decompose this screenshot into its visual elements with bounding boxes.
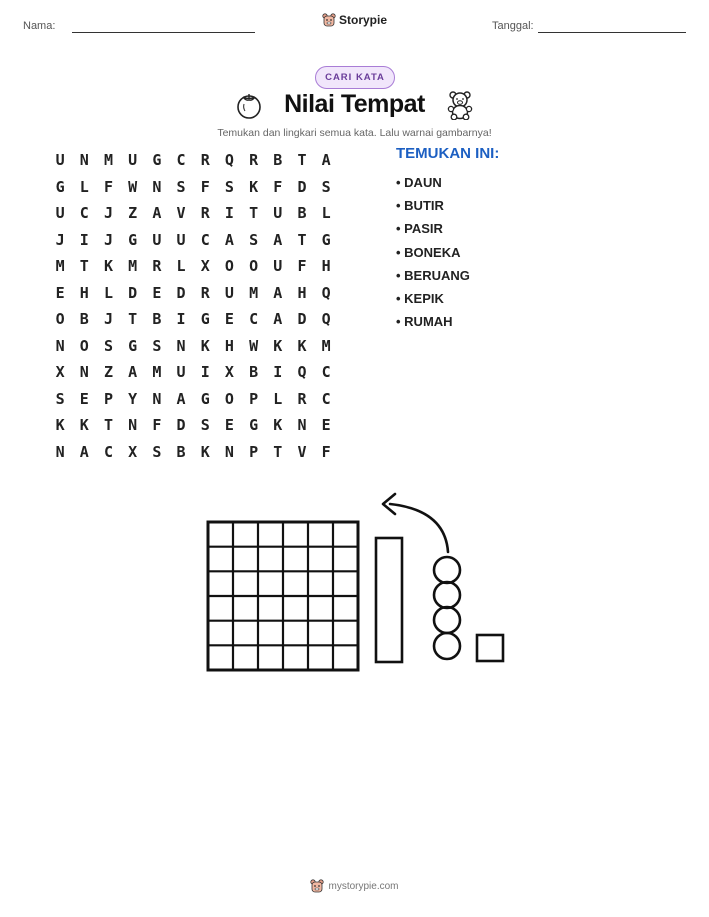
tens-rod — [376, 538, 402, 662]
grid-cell[interactable]: Q — [321, 283, 331, 302]
grid-cell[interactable]: I — [176, 310, 186, 329]
category-badge: CARI KATA — [315, 66, 395, 89]
grid-row — [48, 174, 338, 201]
teddy-bear-icon — [446, 90, 474, 120]
grid-row — [48, 227, 338, 254]
grid-cell[interactable]: R — [249, 151, 259, 170]
grid-cell[interactable]: K — [79, 416, 89, 435]
grid-cell[interactable]: W — [128, 177, 138, 196]
grid-cell[interactable]: U — [224, 283, 234, 302]
grid-cell[interactable]: F — [103, 177, 113, 196]
grid-cell[interactable]: C — [176, 151, 186, 170]
grid-cell[interactable]: K — [297, 336, 307, 355]
grid-cell[interactable]: U — [128, 151, 138, 170]
mascot-icon — [322, 13, 336, 27]
word-list-item: • PASIR — [396, 221, 443, 237]
grid-cell[interactable]: N — [79, 151, 89, 170]
grid-cell[interactable]: A — [321, 151, 331, 170]
page-title: Nilai Tempat — [284, 90, 425, 118]
grid-cell[interactable]: K — [249, 177, 259, 196]
grid-cell[interactable]: S — [103, 336, 113, 355]
grid-cell[interactable]: E — [224, 310, 234, 329]
grid-cell[interactable]: O — [224, 389, 234, 408]
grid-cell[interactable]: A — [273, 283, 283, 302]
grid-cell[interactable]: G — [55, 177, 65, 196]
grid-cell[interactable]: G — [249, 416, 259, 435]
word-list — [396, 171, 470, 333]
grid-cell[interactable]: V — [176, 204, 186, 223]
grid-row — [48, 359, 338, 386]
grid-cell[interactable]: C — [200, 230, 210, 249]
grid-cell[interactable]: A — [273, 310, 283, 329]
grid-row — [48, 439, 338, 466]
grid-cell[interactable]: O — [249, 257, 259, 276]
grid-cell[interactable]: C — [79, 204, 89, 223]
grid-cell[interactable]: A — [152, 204, 162, 223]
grid-cell[interactable]: I — [273, 363, 283, 382]
footer — [0, 879, 709, 893]
name-field-line[interactable] — [72, 32, 255, 33]
grid-cell[interactable]: R — [200, 204, 210, 223]
grid-row — [48, 253, 338, 280]
grid-cell[interactable]: S — [152, 336, 162, 355]
grid-cell[interactable]: Y — [128, 389, 138, 408]
grid-cell[interactable]: X — [224, 363, 234, 382]
grid-cell[interactable]: N — [297, 416, 307, 435]
grid-cell[interactable]: U — [273, 257, 283, 276]
grid-cell[interactable]: U — [152, 230, 162, 249]
grid-cell[interactable]: N — [55, 442, 65, 461]
grid-cell[interactable]: S — [176, 177, 186, 196]
grid-cell[interactable]: R — [297, 389, 307, 408]
grid-cell[interactable]: B — [79, 310, 89, 329]
grid-cell[interactable]: D — [176, 283, 186, 302]
grid-cell[interactable]: U — [176, 230, 186, 249]
grid-cell[interactable]: T — [297, 151, 307, 170]
grid-cell[interactable]: N — [79, 363, 89, 382]
grid-cell[interactable]: J — [103, 204, 113, 223]
grid-cell[interactable]: X — [200, 257, 210, 276]
grid-cell[interactable]: R — [200, 283, 210, 302]
grid-cell[interactable]: J — [103, 310, 113, 329]
grid-cell[interactable]: L — [321, 204, 331, 223]
grid-cell[interactable]: O — [224, 257, 234, 276]
grid-cell[interactable]: G — [321, 230, 331, 249]
grid-cell[interactable]: H — [321, 257, 331, 276]
grid-cell[interactable]: S — [321, 177, 331, 196]
grid-cell[interactable]: G — [152, 151, 162, 170]
grid-cell[interactable]: T — [79, 257, 89, 276]
grid-cell[interactable]: N — [152, 389, 162, 408]
grid-row — [48, 200, 338, 227]
grid-cell[interactable]: D — [128, 283, 138, 302]
grid-row — [48, 280, 338, 307]
grid-row — [48, 386, 338, 413]
grid-cell[interactable]: I — [224, 204, 234, 223]
grid-cell[interactable]: U — [55, 204, 65, 223]
footer-url[interactable]: mystorypie.com — [328, 880, 399, 892]
grid-cell[interactable]: K — [200, 336, 210, 355]
word-list-item: • RUMAH — [396, 314, 453, 330]
curved-arrow-icon — [383, 494, 448, 552]
grid-cell[interactable]: N — [55, 336, 65, 355]
grid-cell[interactable]: A — [273, 230, 283, 249]
grid-cell[interactable]: G — [128, 336, 138, 355]
grid-cell[interactable]: T — [128, 310, 138, 329]
grid-cell[interactable]: M — [152, 363, 162, 382]
grid-cell[interactable]: X — [128, 442, 138, 461]
grid-cell[interactable]: V — [297, 442, 307, 461]
grid-cell[interactable]: Z — [103, 363, 113, 382]
grid-cell[interactable]: F — [200, 177, 210, 196]
grid-cell[interactable]: T — [297, 230, 307, 249]
grid-cell[interactable]: N — [176, 336, 186, 355]
grid-cell[interactable]: S — [152, 442, 162, 461]
date-field-line[interactable] — [538, 32, 686, 33]
grid-cell[interactable]: F — [152, 416, 162, 435]
grid-cell[interactable]: F — [321, 442, 331, 461]
grid-cell[interactable]: N — [128, 416, 138, 435]
grid-cell[interactable]: U — [55, 151, 65, 170]
word-list-item: • KEPIK — [396, 291, 444, 307]
grid-cell[interactable]: O — [55, 310, 65, 329]
grid-cell[interactable]: F — [297, 257, 307, 276]
grid-cell[interactable]: M — [249, 283, 259, 302]
grid-cell[interactable]: E — [152, 283, 162, 302]
instructions: Temukan dan lingkari semua kata. Lalu warnai gambarnya! — [217, 127, 492, 139]
grid-cell[interactable]: U — [273, 204, 283, 223]
grid-cell[interactable]: I — [79, 230, 89, 249]
grid-cell[interactable]: L — [103, 283, 113, 302]
grid-cell[interactable]: K — [273, 416, 283, 435]
word-search-grid[interactable] — [48, 147, 338, 465]
mascot-icon — [310, 879, 324, 893]
grid-cell[interactable]: W — [249, 336, 259, 355]
grid-cell[interactable]: K — [55, 416, 65, 435]
grid-row — [48, 333, 338, 360]
date-label: Tanggal: — [492, 20, 534, 32]
grid-cell[interactable]: I — [200, 363, 210, 382]
brand-name: Storypie — [339, 13, 388, 27]
grid-cell[interactable]: E — [321, 416, 331, 435]
grid-cell[interactable]: H — [79, 283, 89, 302]
grid-cell[interactable]: S — [249, 230, 259, 249]
grid-cell[interactable]: B — [176, 442, 186, 461]
grid-cell[interactable]: H — [297, 283, 307, 302]
grid-cell[interactable]: D — [176, 416, 186, 435]
grid-cell[interactable]: B — [297, 204, 307, 223]
grid-cell[interactable]: L — [79, 177, 89, 196]
grid-cell[interactable]: U — [176, 363, 186, 382]
grid-cell[interactable]: F — [273, 177, 283, 196]
grid-cell[interactable]: R — [200, 151, 210, 170]
grid-cell[interactable]: A — [176, 389, 186, 408]
hundreds-block — [208, 522, 358, 670]
grid-cell[interactable]: Z — [128, 204, 138, 223]
grid-cell[interactable]: T — [103, 416, 113, 435]
grid-row — [48, 412, 338, 439]
grid-cell[interactable]: X — [55, 363, 65, 382]
word-list-item: • BONEKA — [396, 244, 461, 260]
grid-cell[interactable]: A — [79, 442, 89, 461]
ones-beads — [434, 557, 460, 659]
grid-row — [48, 306, 338, 333]
grid-cell[interactable]: S — [224, 177, 234, 196]
grid-cell[interactable]: K — [103, 257, 113, 276]
grid-cell[interactable]: L — [273, 389, 283, 408]
grid-cell[interactable]: R — [152, 257, 162, 276]
grid-cell[interactable]: H — [224, 336, 234, 355]
grid-cell[interactable]: J — [103, 230, 113, 249]
grid-row — [48, 147, 338, 174]
grid-cell[interactable]: D — [297, 310, 307, 329]
grid-cell[interactable]: M — [321, 336, 331, 355]
grid-cell[interactable]: P — [249, 442, 259, 461]
grid-cell[interactable]: G — [200, 389, 210, 408]
word-list-title: TEMUKAN INI: — [396, 145, 500, 162]
grid-cell[interactable]: M — [55, 257, 65, 276]
grid-cell[interactable]: N — [224, 442, 234, 461]
unit-cube — [477, 635, 503, 661]
grid-cell[interactable]: C — [103, 442, 113, 461]
grid-cell[interactable]: O — [79, 336, 89, 355]
grid-cell[interactable]: C — [249, 310, 259, 329]
grid-cell[interactable]: C — [321, 389, 331, 408]
grid-cell[interactable]: M — [128, 257, 138, 276]
grid-cell[interactable]: M — [103, 151, 113, 170]
grid-cell[interactable]: Q — [321, 310, 331, 329]
grid-cell[interactable]: B — [152, 310, 162, 329]
grid-cell[interactable]: N — [152, 177, 162, 196]
grid-cell[interactable]: B — [273, 151, 283, 170]
word-list-item: • BERUANG — [396, 267, 470, 283]
grid-cell[interactable]: K — [273, 336, 283, 355]
grid-cell[interactable]: T — [249, 204, 259, 223]
grid-cell[interactable]: A — [128, 363, 138, 382]
word-list-item: • DAUN — [396, 175, 442, 191]
grid-cell[interactable]: P — [103, 389, 113, 408]
grid-cell[interactable]: D — [297, 177, 307, 196]
brand-logo — [322, 13, 387, 27]
grid-cell[interactable]: Q — [224, 151, 234, 170]
grid-cell[interactable]: S — [200, 416, 210, 435]
grid-cell[interactable]: C — [321, 363, 331, 382]
word-list-item: • BUTIR — [396, 198, 444, 214]
grid-cell[interactable]: E — [79, 389, 89, 408]
grid-cell[interactable]: J — [55, 230, 65, 249]
grid-cell[interactable]: G — [128, 230, 138, 249]
grid-cell[interactable]: Q — [297, 363, 307, 382]
grid-cell[interactable]: E — [224, 416, 234, 435]
grid-cell[interactable]: L — [176, 257, 186, 276]
grid-cell[interactable]: B — [249, 363, 259, 382]
grid-cell[interactable]: G — [200, 310, 210, 329]
place-value-illustration[interactable] — [190, 480, 520, 680]
grid-cell[interactable]: E — [55, 283, 65, 302]
grid-cell[interactable]: A — [224, 230, 234, 249]
grid-cell[interactable]: K — [200, 442, 210, 461]
grid-cell[interactable]: T — [273, 442, 283, 461]
grid-cell[interactable]: S — [55, 389, 65, 408]
grid-cell[interactable]: P — [249, 389, 259, 408]
name-label: Nama: — [23, 20, 56, 32]
